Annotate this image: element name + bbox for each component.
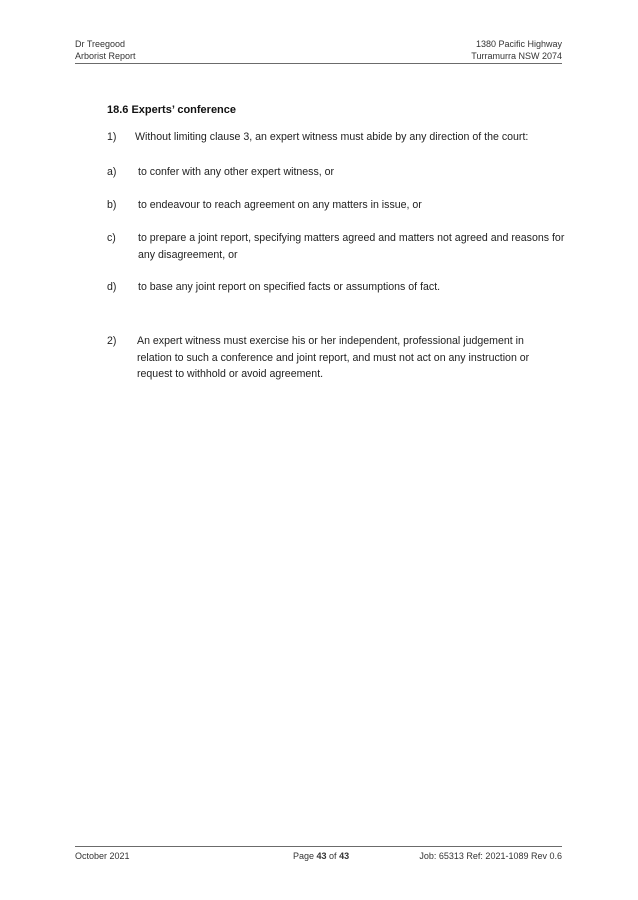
header-author: Dr Treegood — [75, 39, 126, 49]
list-item — [107, 279, 567, 296]
header-divider — [75, 63, 562, 64]
header-right — [471, 38, 562, 62]
list-item-label: c) — [107, 232, 116, 244]
list-item-label: d) — [107, 281, 117, 293]
list-item-text: to confer with any other expert witness, or — [138, 166, 335, 178]
list-item-text: An expert witness must exercise his or her independent, professional judgement in relation to such a conference and joint report, and must not act on any instruction or request to withhold or avoid agreement. — [137, 335, 530, 380]
footer-divider — [75, 846, 562, 847]
list-item-text: to base any joint report on specified facts or assumptions of fact. — [138, 281, 441, 293]
header-address-line2: Turramurra NSW 2074 — [471, 51, 562, 61]
footer-page-current: 43 — [316, 851, 327, 861]
footer-job-ref: Job: 65313 Ref: 2021-1089 Rev 0.6 — [419, 851, 562, 861]
list-item — [107, 129, 567, 146]
list-item-text: to endeavour to reach agreement on any matters in issue, or — [138, 199, 422, 211]
list-item — [107, 333, 552, 383]
list-item — [107, 197, 567, 214]
header-left — [75, 38, 136, 62]
footer-page-of: of — [326, 851, 340, 861]
list-item — [107, 164, 567, 181]
list-item-label: b) — [107, 199, 117, 211]
header-address-line1: 1380 Pacific Highway — [475, 39, 562, 49]
list-item-label: a) — [107, 166, 117, 178]
footer-date: October 2021 — [75, 851, 130, 861]
section-title: 18.6 Experts’ conference — [107, 104, 237, 116]
footer-page-total: 43 — [339, 851, 350, 861]
list-item-text: to prepare a joint report, specifying matters agreed and matters not agreed and reasons for any disagreement, or — [138, 232, 565, 261]
list-item — [107, 230, 567, 263]
header-report-type: Arborist Report — [75, 51, 136, 61]
list-item-text: Without limiting clause 3, an expert witness must abide by any direction of the court: — [135, 131, 529, 143]
list-item-label: 1) — [107, 131, 117, 143]
footer-page-number — [293, 850, 349, 862]
list-item-label: 2) — [107, 335, 117, 347]
footer-page-prefix: Page — [293, 851, 317, 861]
